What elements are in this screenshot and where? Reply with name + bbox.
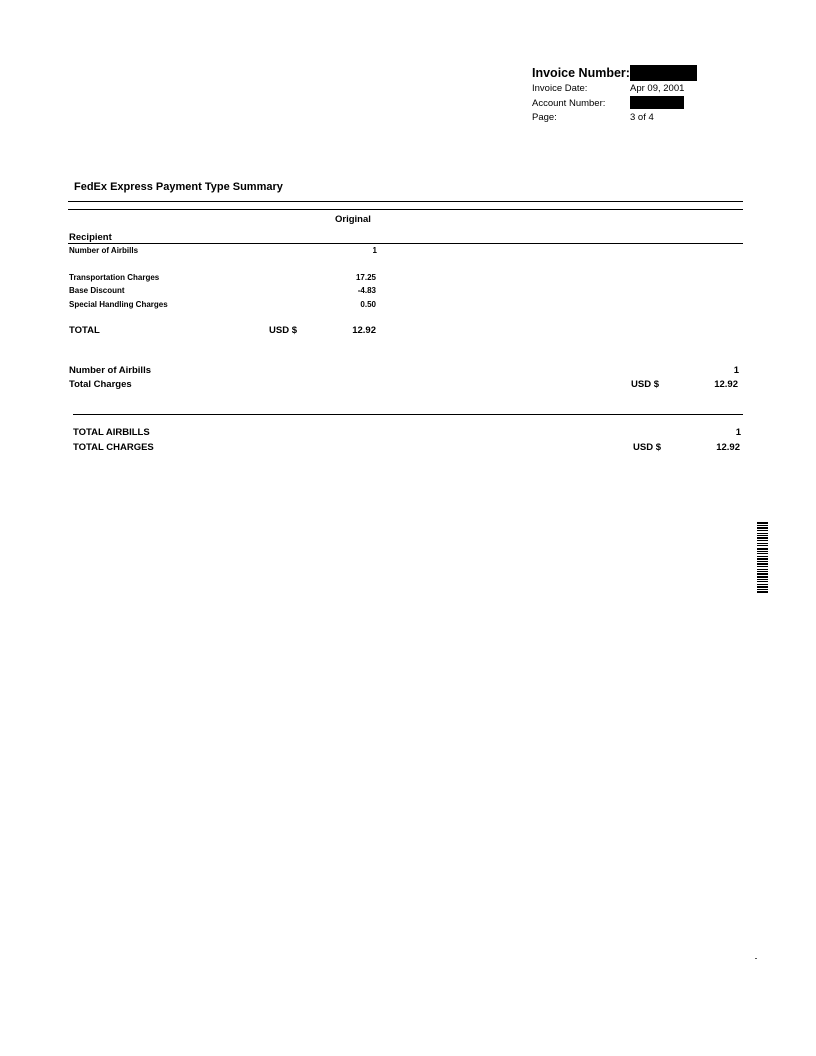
row-label-transportation: Transportation Charges	[69, 273, 160, 282]
table-header-rule	[68, 243, 743, 244]
row-value-base-discount: -4.83	[357, 286, 376, 295]
subtotal-airbills-value: 1	[733, 365, 739, 376]
page-label: Page:	[532, 112, 557, 123]
grand-total-charges-value: 12.92	[716, 442, 740, 453]
invoice-number-label: Invoice Number:	[532, 66, 630, 80]
subtotal-charges-currency: USD $	[631, 379, 659, 390]
section-rule-bottom	[68, 209, 743, 210]
total-currency: USD $	[269, 325, 297, 336]
total-value: 12.92	[352, 325, 376, 336]
grand-total-charges-currency: USD $	[633, 442, 661, 453]
subtotal-airbills-label: Number of Airbills	[69, 365, 151, 376]
grand-total-airbills-value: 1	[735, 427, 741, 438]
row-value-special-handling: 0.50	[360, 300, 376, 309]
barcode-image	[757, 522, 768, 620]
section-rule-top	[68, 201, 743, 202]
section-title: FedEx Express Payment Type Summary	[74, 181, 283, 193]
account-number-label: Account Number:	[532, 98, 606, 109]
subtotal-charges-value: 12.92	[714, 379, 738, 390]
row-label-base-discount: Base Discount	[69, 286, 125, 295]
grand-total-rule	[73, 414, 743, 415]
page-value: 3 of 4	[630, 112, 654, 123]
row-value-transportation: 17.25	[355, 273, 376, 282]
total-label: TOTAL	[69, 325, 100, 336]
airbills-label: Number of Airbills	[69, 246, 139, 255]
column-header-original: Original	[335, 214, 371, 225]
account-number-redaction	[630, 96, 684, 109]
page-mark	[755, 958, 757, 959]
subtotal-charges-label: Total Charges	[69, 379, 132, 390]
airbills-value: 1	[372, 246, 377, 255]
invoice-date-label: Invoice Date:	[532, 83, 588, 94]
grand-total-charges-label: TOTAL CHARGES	[73, 442, 154, 453]
invoice-number-redaction	[630, 65, 697, 81]
grand-total-airbills-label: TOTAL AIRBILLS	[73, 427, 150, 438]
row-label-special-handling: Special Handling Charges	[69, 300, 168, 309]
group-label-recipient: Recipient	[69, 232, 112, 243]
invoice-date-value: Apr 09, 2001	[630, 83, 685, 94]
